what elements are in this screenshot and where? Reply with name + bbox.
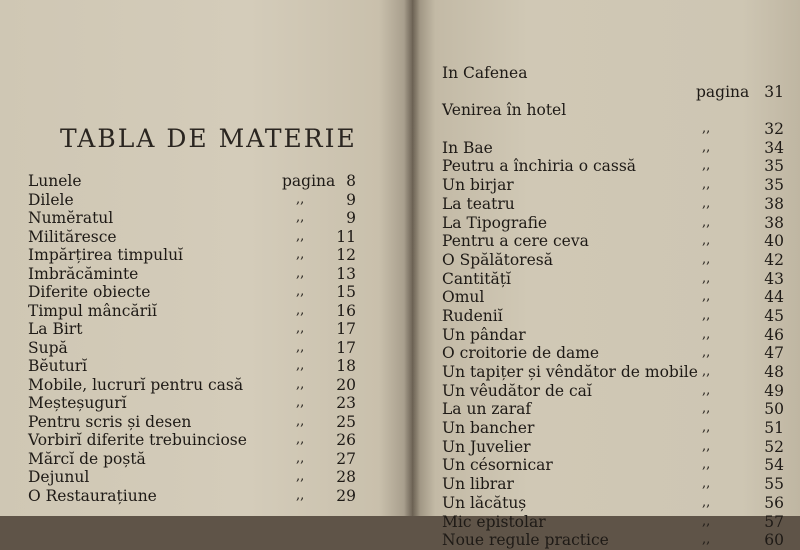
ditto-mark: ,, [296,265,305,281]
toc-entry-page-number: 9 [346,209,356,227]
ditto-mark: ,, [296,210,305,225]
toc-entry [442,475,784,494]
toc-entry-title: Un bancher [442,419,535,438]
toc-entry-title: Un birjar [442,176,514,195]
toc-entry-page-number: 38 [764,194,784,213]
table-of-contents-right [442,64,784,550]
toc-entry-page-number: 29 [336,486,356,505]
ditto-mark: ,, [702,345,711,361]
toc-entry-page-number: 47 [764,344,784,363]
toc-entry-title: Dejunul [28,468,90,486]
toc-entry-title: In Cafenea [442,64,528,82]
toc-entry-page-number: 31 [764,82,784,101]
ditto-mark: ,, [702,289,711,305]
toc-entry-page-number: 11 [336,227,356,246]
toc-entry-page-number: 44 [764,288,784,307]
toc-entry-page-number: 16 [336,301,356,320]
toc-entry-title: Diferite obiecte [28,283,151,301]
toc-entry-title: Omul [442,288,485,307]
toc-entry [442,176,784,195]
ditto-mark: ,, [702,457,711,473]
ditto-mark: ,, [702,438,711,454]
toc-entry-title: La Birt [28,320,83,338]
ditto-mark: ,, [702,494,711,510]
ditto-mark: ,, [702,364,711,379]
toc-entry-page-number: 48 [764,363,784,381]
ditto-mark: ,, [702,532,711,548]
toc-entry-page-number: 8 [346,172,356,190]
toc-entry-page-number: 40 [764,232,784,251]
ditto-mark: ,, [702,214,711,230]
toc-entry-title: Meșteșugurĭ [28,394,127,412]
ditto-mark: ,, [702,121,711,137]
ditto-mark: ,, [296,247,305,262]
ditto-mark: ,, [702,420,711,436]
toc-entry [442,83,784,102]
toc-entry-title: Un tapițer și vêndător de mobile [442,363,698,381]
ditto-mark: ,, [702,476,711,492]
toc-entry-page-number: 34 [764,138,784,157]
toc-entry-title: Un librar [442,475,514,494]
toc-entry [28,302,368,321]
toc-entry [28,376,368,395]
toc-entry-page-number: 52 [764,437,784,456]
toc-entry-title: La teatru [442,194,515,213]
toc-entry [28,487,368,506]
toc-entry [442,363,784,382]
toc-entry-page-number: 49 [764,381,784,400]
toc-entry-page-number: 32 [764,120,784,139]
ditto-mark: ,, [296,302,305,318]
toc-entry [28,394,368,413]
ditto-mark: ,, [702,270,711,286]
toc-entry [442,513,784,532]
toc-entry-title: Noue regule practice [442,531,609,550]
ditto-mark: ,, [296,339,305,355]
toc-entry-title: Mobile, lucrurĭ pentru casă [28,375,244,394]
ditto-mark: ,, [702,158,711,174]
toc-entry [28,172,368,191]
ditto-mark: ,, [702,195,711,211]
ditto-mark: ,, [702,382,711,398]
ditto-mark: ,, [296,191,305,207]
toc-entry [442,494,784,513]
toc-entry-title: Un lăcătuș [442,493,527,512]
ditto-mark: ,, [702,326,711,342]
toc-entry-page-number: 45 [764,306,784,325]
toc-entry-title: Pentru a cere ceva [442,232,589,251]
toc-entry-title: Venirea în hotel [442,101,567,120]
ditto-mark: ,, [296,432,305,447]
toc-entry [28,191,368,210]
toc-entry-page-number: 23 [336,394,356,412]
toc-entry-page-number: 57 [764,512,784,531]
page-word-label: pagina [282,172,336,190]
toc-entry-title: Numĕratul [28,209,114,227]
toc-entry-title: Un vêudător de caĭ [442,381,592,400]
toc-entry-title: Lunele [28,172,82,190]
ditto-mark: ,, [296,358,305,373]
toc-entry-page-number: 56 [764,493,784,512]
toc-entry [442,531,784,550]
toc-entry-title: Impărțirea timpuluĭ [28,246,184,264]
toc-entry [442,139,784,158]
toc-entry-page-number: 51 [764,419,784,438]
ditto-mark: ,, [296,469,305,484]
ditto-mark: ,, [702,251,711,267]
page-word-label: pagina [696,82,750,101]
toc-entry-page-number: 55 [764,475,784,494]
table-of-contents-left [28,172,368,505]
toc-entry [442,326,784,345]
toc-entry-page-number: 17 [336,320,356,338]
toc-entry-page-number: 35 [764,157,784,176]
toc-entry [28,413,368,432]
toc-entry [442,419,784,438]
ditto-mark: ,, [296,395,305,410]
toc-entry [442,438,784,457]
toc-entry-page-number: 15 [336,283,356,301]
toc-entry [28,357,368,376]
toc-entry-title: Rudeniĭ [442,306,503,325]
ditto-mark: ,, [702,307,711,323]
toc-entry-page-number: 28 [336,468,356,486]
toc-entry [442,382,784,401]
toc-entry-title: Cantitățĭ [442,269,511,288]
toc-entry-page-number: 27 [336,449,356,468]
toc-entry [28,228,368,247]
toc-entry [28,246,368,265]
toc-entry-title: Mic epistolar [442,512,546,531]
book-gutter [404,0,420,516]
toc-entry-title: Vorbirĭ diferite trebuinciose [28,431,247,449]
ditto-mark: ,, [296,321,305,336]
toc-entry [442,288,784,307]
toc-entry-title: O croitorie de dame [442,344,600,363]
toc-entry [442,270,784,289]
ditto-mark: ,, [702,513,711,529]
toc-entry [28,450,368,469]
toc-entry-title: La un zaraf [442,400,532,419]
toc-entry-title: Un pândar [442,325,526,344]
toc-entry [28,431,368,450]
toc-entry [442,214,784,233]
ditto-mark: ,, [296,450,305,466]
toc-entry-page-number: 43 [764,269,784,288]
toc-entry-page-number: 12 [336,246,356,264]
toc-entry-title: Dilele [28,190,74,209]
toc-entry [28,283,368,302]
toc-entry [28,468,368,487]
toc-entry-page-number: 9 [346,190,356,209]
ditto-mark: ,, [296,487,305,503]
toc-entry-page-number: 38 [764,213,784,232]
toc-entry [442,307,784,326]
toc-entry-title: Timpul mâncăriĭ [28,301,157,320]
toc-entry-page-number: 35 [764,176,784,195]
ditto-mark: ,, [296,413,305,429]
ditto-mark: ,, [296,228,305,244]
toc-entry [442,101,784,120]
toc-entry [28,320,368,339]
toc-entry-page-number: 17 [336,338,356,357]
toc-entry [442,251,784,270]
toc-entry-title: O Spălătoresă [442,250,553,269]
ditto-mark: ,, [702,233,711,249]
ditto-mark: ,, [296,376,305,392]
toc-entry-page-number: 25 [336,412,356,431]
toc-entry [28,209,368,228]
toc-entry-title: Bĕuturĭ [28,357,88,375]
toc-entry [442,232,784,251]
toc-entry-title: O Restaurațiune [28,486,157,505]
toc-entry-title: Un césornicar [442,456,553,475]
toc-entry [28,265,368,284]
toc-entry-title: Peutru a închiria o cassă [442,157,637,176]
toc-entry-page-number: 26 [336,431,356,449]
toc-entry [442,344,784,363]
toc-entry-page-number: 46 [764,325,784,344]
toc-entry [442,456,784,475]
toc-entry [28,339,368,358]
ditto-mark: ,, [702,401,711,417]
toc-entry-page-number: 18 [336,357,356,375]
toc-entry-page-number: 13 [336,264,356,283]
toc-entry-page-number: 50 [764,400,784,419]
toc-entry-page-number: 42 [764,250,784,269]
toc-entry [442,157,784,176]
toc-entry-title: In Bae [442,138,493,157]
toc-entry-title: Mărcĭ de poștă [28,449,146,468]
toc-entry-page-number: 54 [764,456,784,475]
toc-entry [442,120,784,139]
toc-entry [442,400,784,419]
toc-entry-title: Un Juvelier [442,437,531,456]
page-title: TABLA DE MATERIE [60,124,357,153]
toc-entry-page-number: 20 [336,375,356,394]
toc-entry [442,195,784,214]
toc-entry-title: Imbrăcăminte [28,264,139,283]
ditto-mark: ,, [702,139,711,155]
toc-entry-page-number: 60 [764,531,784,550]
toc-entry-title: Supă [28,338,68,357]
toc-entry-title: Pentru scris și desen [28,412,192,431]
toc-entry [442,64,784,83]
toc-entry-title: La Tipografie [442,213,548,232]
ditto-mark: ,, [296,284,305,299]
ditto-mark: ,, [702,177,711,193]
toc-entry-title: Milităresce [28,227,117,246]
